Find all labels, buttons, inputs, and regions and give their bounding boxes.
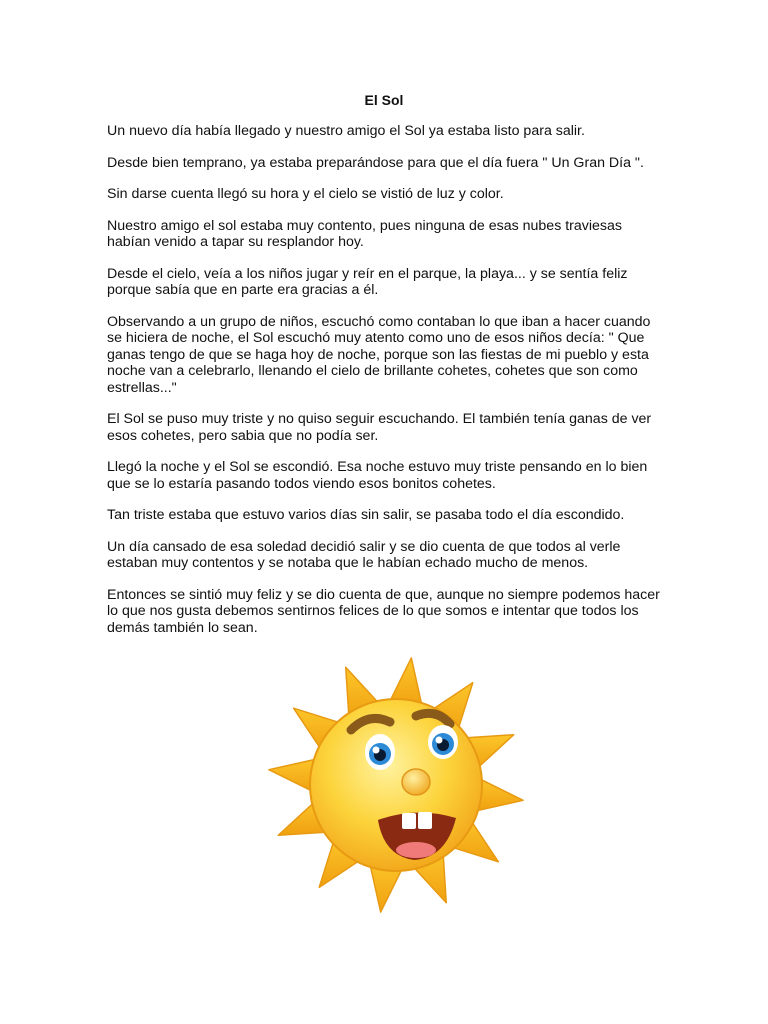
right-eye xyxy=(428,725,458,759)
paragraph: Un nuevo día había llegado y nuestro amigo el Sol ya estaba listo para salir. xyxy=(107,123,585,139)
paragraph: Llegó la noche y el Sol se escondió. Esa noche estuvo muy triste pensando en lo bien que se lo estaría pasando todos viendo esos bonitos cohetes. xyxy=(107,459,648,492)
story-body xyxy=(107,123,667,651)
left-eye xyxy=(365,734,395,770)
paragraph: Observando a un grupo de niños, escuchó como contaban lo que iban a hacer cuando se hiciera de noche, el Sol escuchó muy atento como uno de esos niños decía: " Que ganas tengo de que se haga hoy de noche, porque son las fiestas de mi pueblo y esta noche van a celebrarlo, llenando el cielo de brillante cohetes, cohetes que son como estrellas..." xyxy=(107,313,651,396)
paragraph: Nuestro amigo el sol estaba muy contento, pues ninguna de esas nubes traviesas habían venido a tapar su resplandor hoy. xyxy=(107,217,623,250)
paragraph: Sin darse cuenta llegó su hora y el cielo se vistió de luz y color. xyxy=(107,186,504,202)
nose xyxy=(402,769,430,795)
smiling-sun-icon xyxy=(266,650,526,920)
page-title: El Sol xyxy=(364,92,404,108)
paragraph: Un día cansado de esa soledad decidió salir y se dio cuenta de que todos al verle estaban muy contentos y se notaba que le habían echado mucho de menos. xyxy=(107,538,621,571)
paragraph: Desde el cielo, veía a los niños jugar y reír en el parque, la playa... y se sentía feliz porque sabía que en parte era gracias a él. xyxy=(107,265,628,298)
paragraph: El Sol se puso muy triste y no quiso seguir escuchando. El también tenía ganas de ver esos cohetes, pero sabia que no podía ser. xyxy=(107,411,652,444)
paragraph: Entonces se sintió muy feliz y se dio cuenta de que, aunque no siempre podemos hacer lo que nos gusta debemos sentirnos felices de lo que somos e intentar que todos los demás también lo sean. xyxy=(107,586,660,636)
paragraph: Desde bien temprano, ya estaba preparándose para que el día fuera " Un Gran Día ". xyxy=(107,154,644,171)
paragraph: Tan triste estaba que estuvo varios días sin salir, se pasaba todo el día escondido. xyxy=(107,507,625,523)
